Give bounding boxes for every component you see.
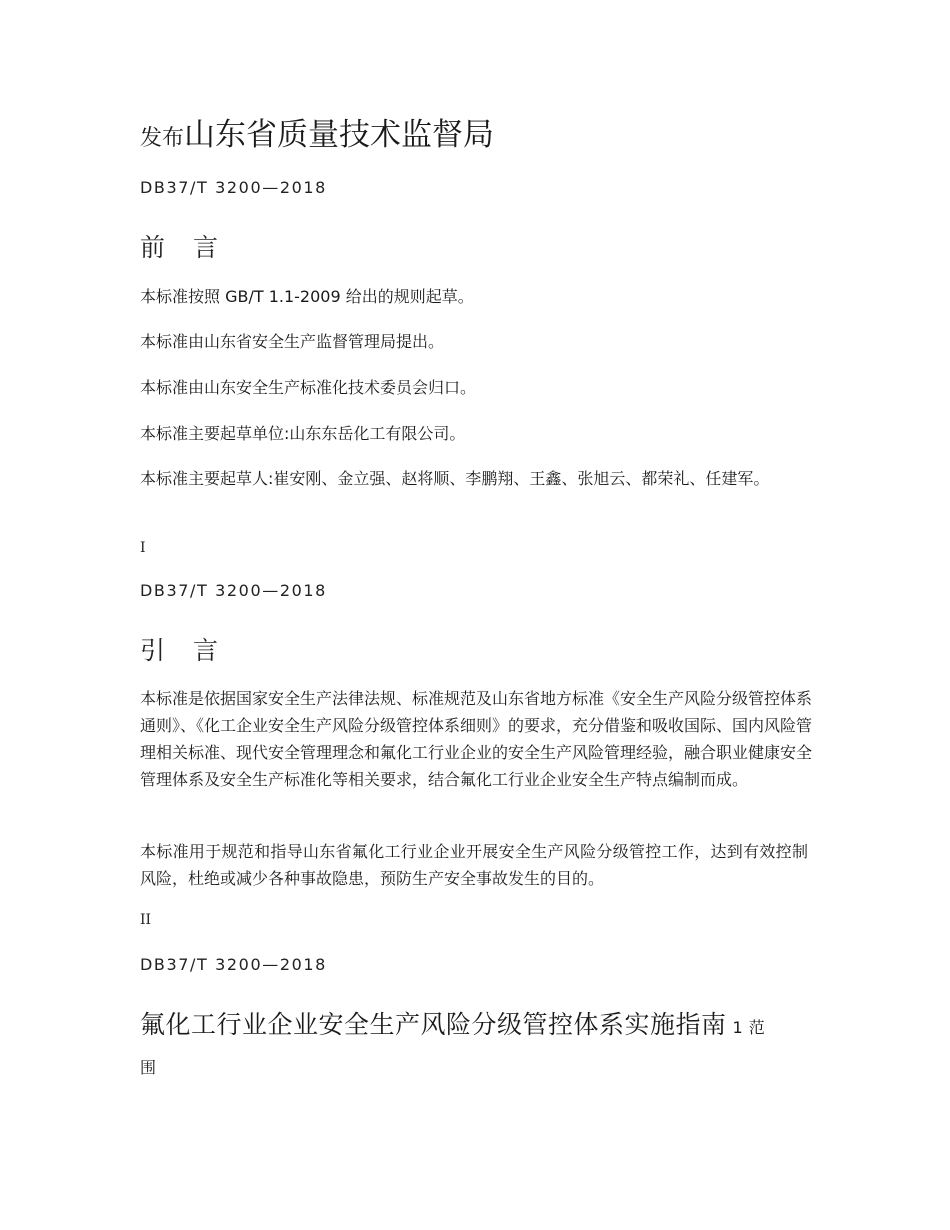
main-title bbox=[140, 1005, 765, 1041]
standard-code: DB37/T 3200—2018 bbox=[140, 178, 327, 197]
page-number: I bbox=[140, 540, 146, 556]
foreword-paragraph: 本标准按照 GB/T 1.1-2009 给出的规则起草。 bbox=[140, 287, 474, 306]
standard-code: DB37/T 3200—2018 bbox=[140, 581, 327, 600]
introduction-paragraph: 本标准是依据国家安全生产法律法规、标准规范及山东省地方标准《安全生产风险分级管控体系通则》、《化工企业安全生产风险分级管控体系细则》的要求，充分借鉴和吸收国际、国内风险管理相关标准、现代安全管理理念和氟化工行业企业的安全生产风险管理经验，融合职业健康安全管理体系及安全生产标准化等相关要求，结合氟化工行业企业安全生产特点编制而成。 bbox=[140, 689, 813, 789]
foreword-paragraph: 本标准主要起草单位:山东东岳化工有限公司。 bbox=[140, 424, 466, 443]
section-title: 范 bbox=[748, 1018, 765, 1037]
section-number: 1 bbox=[732, 1018, 743, 1037]
introduction-heading: 引 言 bbox=[140, 636, 228, 665]
section-title-continuation: 围 bbox=[140, 1058, 157, 1077]
publisher-title bbox=[140, 112, 494, 158]
foreword-paragraph: 本标准由山东安全生产标准化技术委员会归口。 bbox=[140, 378, 477, 397]
standard-code: DB37/T 3200—2018 bbox=[140, 955, 327, 974]
publisher-name: 山东省质量技术监督局 bbox=[184, 117, 495, 153]
foreword-heading: 前 言 bbox=[140, 233, 228, 262]
foreword-paragraph: 本标准由山东省安全生产监督管理局提出。 bbox=[140, 332, 445, 351]
publish-prefix: 发布 bbox=[140, 126, 185, 151]
foreword-paragraph: 本标准主要起草人:崔安刚、金立强、赵将顺、李鹏翔、王鑫、张旭云、都荣礼、任建军。 bbox=[140, 469, 770, 488]
introduction-paragraph: 本标准用于规范和指导山东省氟化工行业企业开展安全生产风险分级管控工作，达到有效控制风险，杜绝或减少各种事故隐患，预防生产安全事故发生的目的。 bbox=[140, 842, 808, 888]
main-title-text: 氟化工行业企业安全生产风险分级管控体系实施指南 bbox=[140, 1010, 727, 1039]
page-number: II bbox=[140, 912, 152, 928]
